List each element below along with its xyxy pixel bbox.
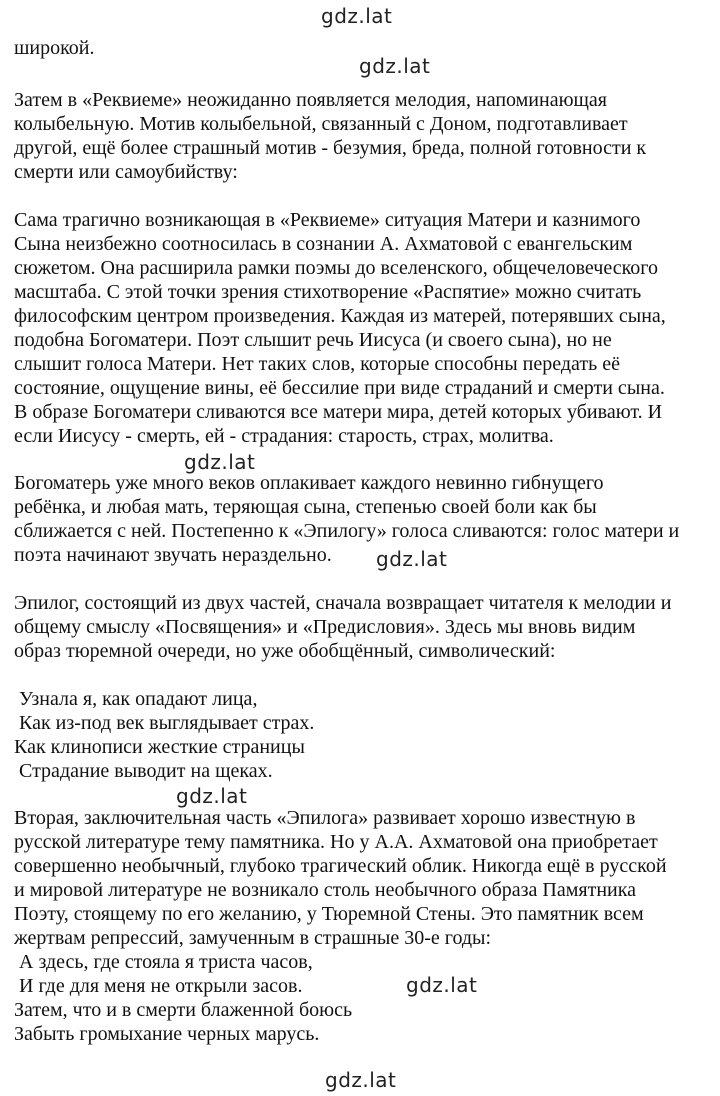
watermark: gdz.lat — [184, 450, 256, 474]
paragraph-mother-son: Сама трагично возникающая в «Реквиеме» ситуация Матери и казнимого Сына неизбежно соотносилась в сознании А. Ахматовой с евангельским сюжетом. Она расширила рамки поэмы до вселенского, общечеловеческого масштаба. С этой точки зрения стихотворение «Распятие» можно считать философским центром произведения. Каждая из матерей, потерявших сына, подобна Богоматери. Поэт слышит речь Иисуса (и своего сына), но не слышит голоса Матери. Нет таких слов, которые способны передать её состояние, ощущение вины, её бессилие при виде страданий и смерти сына. В образе Богоматери сливаются все матери мира, детей которых убивают. И если Иисусу - смерть, ей - страдания: старость, страх, молитва. — [14, 209, 666, 447]
paragraph-bogomater: Богоматерь уже много веков оплакивает каждого невинно гибнущего ребёнка, и любая мать, теряющая сына, степенью своей боли как бы сближается с ней. Постепенно к «Эпилогу» голоса сливаются: голос матери и поэта начинают звучать нераздельно. — [14, 472, 680, 566]
watermark: gdz.lat — [321, 4, 393, 28]
watermark: gdz.lat — [325, 1068, 397, 1092]
watermark: gdz.lat — [406, 973, 478, 997]
watermark: gdz.lat — [376, 547, 448, 571]
watermark: gdz.lat — [359, 54, 431, 78]
paragraph-epilogue-intro: Эпилог, состоящий из двух частей, сначала возвращает читателя к мелодии и общему смыслу «Посвящения» и «Предисловия». Здесь мы вновь видим образ тюремной очереди, но уже обобщённый, символический: — [14, 592, 672, 662]
watermark: gdz.lat — [176, 784, 248, 808]
paragraph-lullaby-motif: Затем в «Реквиеме» неожиданно появляется мелодия, напоминающая колыбельную. Мотив колыбельной, связанный с Доном, подготавливает другой, ещё более страшный мотив - безумия, бреда, полной готовности к смерти или самоубийству: — [14, 89, 647, 183]
paragraph-monument: Вторая, заключительная часть «Эпилога» развивает хорошо известную в русской литературе тему памятника. Но у А.А. Ахматовой она приобретает совершенно необычный, глубоко трагический облик. Никогда ещё в русской и мировой литературе не возникало столь необычного образа Памятника Поэту, стоящему по его желанию, у Тюремной Стены. Это памятник всем жертвам репрессий, замученным в страшные 30-е годы: А здесь, где стояла я триста часов, И где для меня не открыли засов. Затем, что и в смерти блаженной боюсь Забыть громыхание черных марусь. — [14, 807, 667, 1045]
paragraph-continuation: широкой. — [14, 37, 95, 59]
poem-quote-first: Узнала я, как опадают лица, Как из-под век выглядывает страх. Как клинописи жесткие страницы Страдание выводит на щеках. — [14, 688, 315, 782]
